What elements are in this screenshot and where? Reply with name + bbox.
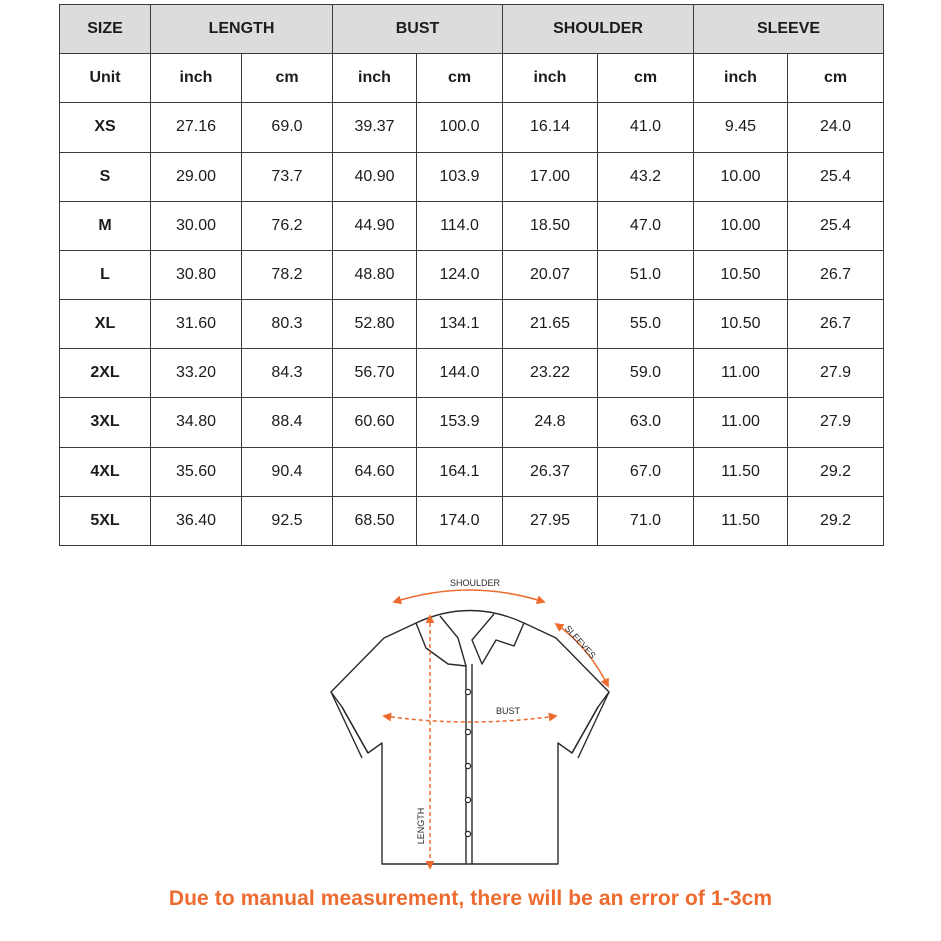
measurement-cell: 20.07 <box>503 250 598 299</box>
measurement-cell: 9.45 <box>694 103 788 152</box>
unit-cell: cm <box>788 54 884 103</box>
unit-cell: inch <box>333 54 417 103</box>
measurement-cell: 31.60 <box>151 300 242 349</box>
measurement-cell: 26.7 <box>788 250 884 299</box>
measurement-cell: 34.80 <box>151 398 242 447</box>
measurement-cell: 88.4 <box>242 398 333 447</box>
measurement-cell: 103.9 <box>417 152 503 201</box>
table-row <box>60 398 884 447</box>
measurement-cell: 55.0 <box>598 300 694 349</box>
measurement-cell: 10.00 <box>694 201 788 250</box>
size-cell: 3XL <box>60 398 151 447</box>
table-row <box>60 496 884 545</box>
size-cell: M <box>60 201 151 250</box>
measurement-cell: 40.90 <box>333 152 417 201</box>
measurement-cell: 92.5 <box>242 496 333 545</box>
shirt-outline <box>331 611 609 865</box>
measurement-cell: 52.80 <box>333 300 417 349</box>
measurement-cell: 27.95 <box>503 496 598 545</box>
measurement-cell: 17.00 <box>503 152 598 201</box>
sleeves-label: SLEEVES <box>562 623 598 661</box>
measurement-cell: 59.0 <box>598 349 694 398</box>
measurement-cell: 36.40 <box>151 496 242 545</box>
length-label: LENGTH <box>416 807 426 845</box>
measurement-cell: 80.3 <box>242 300 333 349</box>
measurement-cell: 11.00 <box>694 398 788 447</box>
measurement-cell: 23.22 <box>503 349 598 398</box>
measurement-cell: 114.0 <box>417 201 503 250</box>
measurement-cell: 47.0 <box>598 201 694 250</box>
measurement-cell: 16.14 <box>503 103 598 152</box>
measurement-cell: 100.0 <box>417 103 503 152</box>
header-length: LENGTH <box>151 5 333 54</box>
measurement-cell: 51.0 <box>598 250 694 299</box>
header-shoulder: SHOULDER <box>503 5 694 54</box>
measurement-cell: 24.0 <box>788 103 884 152</box>
measurement-cell: 27.16 <box>151 103 242 152</box>
measurement-cell: 27.9 <box>788 398 884 447</box>
table-row <box>60 300 884 349</box>
size-chart-table <box>59 4 884 546</box>
measurement-cell: 71.0 <box>598 496 694 545</box>
measurement-cell: 68.50 <box>333 496 417 545</box>
measurement-cell: 35.60 <box>151 447 242 496</box>
size-cell: 2XL <box>60 349 151 398</box>
measurement-cell: 90.4 <box>242 447 333 496</box>
measurement-cell: 76.2 <box>242 201 333 250</box>
unit-cell: inch <box>151 54 242 103</box>
table-row <box>60 447 884 496</box>
table-row <box>60 349 884 398</box>
measurement-cell: 29.2 <box>788 496 884 545</box>
measurement-cell: 30.00 <box>151 201 242 250</box>
shoulder-arrow <box>394 590 544 602</box>
measurement-cell: 29.2 <box>788 447 884 496</box>
unit-cell: cm <box>417 54 503 103</box>
table-row <box>60 152 884 201</box>
size-cell: 5XL <box>60 496 151 545</box>
measurement-cell: 164.1 <box>417 447 503 496</box>
bust-label: BUST <box>495 706 521 716</box>
header-size: SIZE <box>60 5 151 54</box>
measurement-error-note: Due to manual measurement, there will be an error of 1-3cm <box>168 887 773 910</box>
unit-cell: cm <box>242 54 333 103</box>
table-row <box>60 250 884 299</box>
measurement-cell: 44.90 <box>333 201 417 250</box>
measurement-cell: 48.80 <box>333 250 417 299</box>
measurement-cell: 69.0 <box>242 103 333 152</box>
measurement-cell: 27.9 <box>788 349 884 398</box>
unit-label: Unit <box>60 54 151 103</box>
measurement-cell: 43.2 <box>598 152 694 201</box>
measurement-cell: 26.7 <box>788 300 884 349</box>
measurement-cell: 153.9 <box>417 398 503 447</box>
measurement-cell: 11.50 <box>694 447 788 496</box>
measurement-cell: 78.2 <box>242 250 333 299</box>
measurement-cell: 26.37 <box>503 447 598 496</box>
bust-arrow <box>384 716 556 722</box>
table-row <box>60 201 884 250</box>
measurement-cell: 56.70 <box>333 349 417 398</box>
size-chart-body <box>60 5 884 546</box>
measurement-cell: 21.65 <box>503 300 598 349</box>
measurement-cell: 11.50 <box>694 496 788 545</box>
measurement-cell: 25.4 <box>788 201 884 250</box>
measurement-cell: 11.00 <box>694 349 788 398</box>
header-bust: BUST <box>333 5 503 54</box>
shoulder-label: SHOULDER <box>449 578 501 588</box>
header-row <box>60 5 884 54</box>
shirt-measurement-diagram <box>320 568 620 878</box>
measurement-cell: 67.0 <box>598 447 694 496</box>
measurement-cell: 60.60 <box>333 398 417 447</box>
size-cell: XL <box>60 300 151 349</box>
unit-cell: inch <box>503 54 598 103</box>
unit-cell: cm <box>598 54 694 103</box>
measurement-cell: 144.0 <box>417 349 503 398</box>
measurement-cell: 73.7 <box>242 152 333 201</box>
measurement-cell: 29.00 <box>151 152 242 201</box>
measurement-cell: 10.50 <box>694 250 788 299</box>
measurement-cell: 84.3 <box>242 349 333 398</box>
measurement-cell: 134.1 <box>417 300 503 349</box>
size-cell: XS <box>60 103 151 152</box>
measurement-cell: 18.50 <box>503 201 598 250</box>
unit-row <box>60 54 884 103</box>
table-row <box>60 103 884 152</box>
measurement-cell: 33.20 <box>151 349 242 398</box>
measurement-cell: 24.8 <box>503 398 598 447</box>
measurement-cell: 64.60 <box>333 447 417 496</box>
size-cell: S <box>60 152 151 201</box>
measurement-cell: 124.0 <box>417 250 503 299</box>
size-cell: 4XL <box>60 447 151 496</box>
header-sleeve: SLEEVE <box>694 5 884 54</box>
size-cell: L <box>60 250 151 299</box>
measurement-cell: 174.0 <box>417 496 503 545</box>
measurement-cell: 63.0 <box>598 398 694 447</box>
measurement-cell: 39.37 <box>333 103 417 152</box>
sleeves-arrow <box>556 624 608 686</box>
unit-cell: inch <box>694 54 788 103</box>
measurement-cell: 25.4 <box>788 152 884 201</box>
measurement-cell: 10.00 <box>694 152 788 201</box>
measurement-cell: 41.0 <box>598 103 694 152</box>
measurement-cell: 30.80 <box>151 250 242 299</box>
measurement-cell: 10.50 <box>694 300 788 349</box>
